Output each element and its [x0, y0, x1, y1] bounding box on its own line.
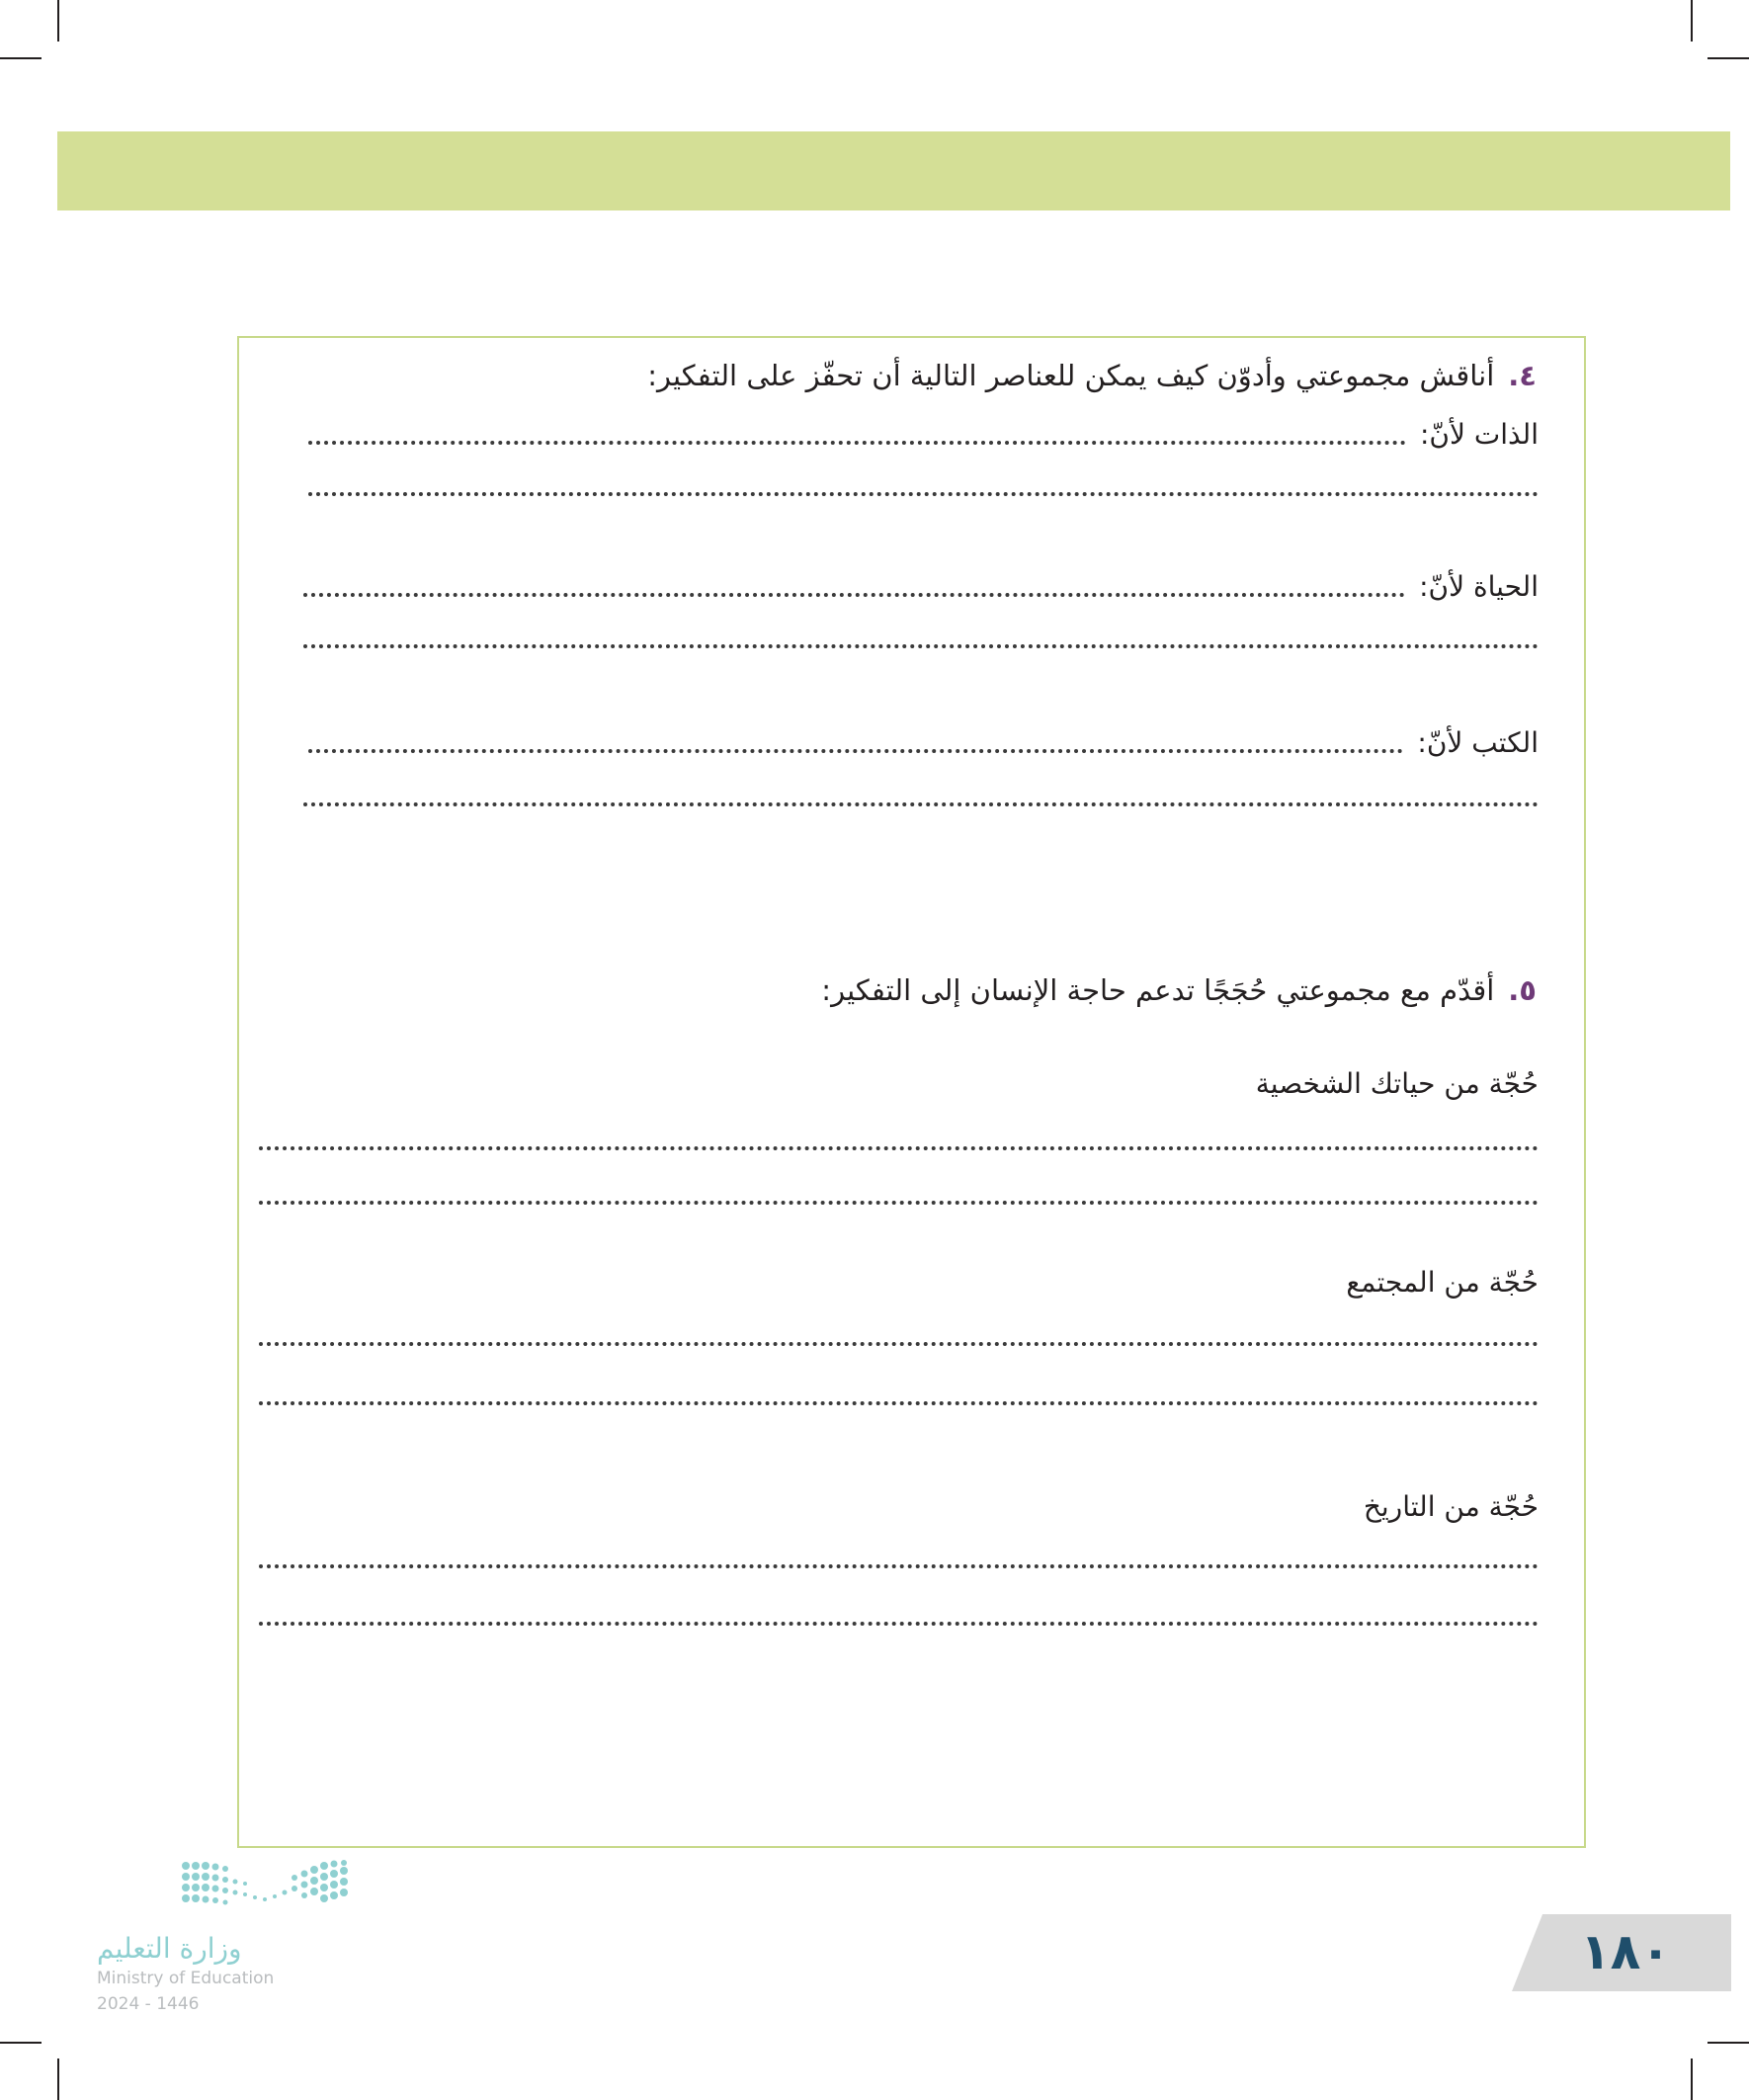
answer-line[interactable] — [259, 1401, 1539, 1405]
crop-mark — [57, 2058, 59, 2100]
answer-row-life[interactable] — [303, 563, 1539, 607]
answer-line[interactable] — [308, 492, 1539, 496]
crop-mark — [0, 2042, 42, 2044]
crop-mark — [1707, 57, 1749, 59]
page-number: ١٨٠ — [1580, 1923, 1671, 1980]
answer-line[interactable] — [303, 644, 1539, 648]
answer-label: الكتب لأنّ: — [1417, 726, 1539, 759]
question-text: أقدّم مع مجموعتي حُجَجًا تدعم حاجة الإنسان إلى التفكير: — [821, 973, 1495, 1007]
ministry-name-arabic: وزارة التعليم — [97, 1932, 242, 1965]
answer-line[interactable] — [308, 749, 1403, 753]
question-text: أناقش مجموعتي وأدوّن كيف يمكن للعناصر التالية أن تحفّز على التفكير: — [647, 359, 1495, 392]
question-number: ٤. — [1508, 359, 1537, 392]
answer-line[interactable] — [259, 1622, 1539, 1626]
answer-line[interactable] — [308, 441, 1406, 445]
ministry-name-english: Ministry of Education — [97, 1969, 275, 1988]
crop-mark — [1691, 0, 1693, 42]
argument-label-personal: حُجّة من حياتك الشخصية — [1255, 1067, 1539, 1100]
question-4 — [647, 356, 1537, 395]
answer-line[interactable] — [259, 1146, 1539, 1150]
answer-label: الذات لأنّ: — [1419, 418, 1539, 451]
answer-line[interactable] — [259, 1201, 1539, 1205]
answer-label: الحياة لأنّ: — [1419, 570, 1539, 603]
answer-line[interactable] — [303, 802, 1539, 806]
crop-mark — [1691, 2058, 1693, 2100]
ministry-logo-icon — [180, 1860, 350, 1915]
answer-line[interactable] — [303, 593, 1405, 597]
answer-row-self[interactable] — [308, 411, 1539, 455]
argument-label-society: حُجّة من المجتمع — [1346, 1266, 1539, 1299]
question-number: ٥. — [1508, 973, 1537, 1007]
crop-mark — [1707, 2042, 1749, 2044]
argument-label-history: حُجّة من التاريخ — [1363, 1490, 1539, 1523]
answer-line[interactable] — [259, 1342, 1539, 1346]
header-band — [57, 131, 1730, 210]
answer-row-books[interactable] — [308, 719, 1539, 763]
crop-mark — [57, 0, 59, 42]
crop-mark — [0, 57, 42, 59]
question-5 — [821, 970, 1537, 1010]
answer-line[interactable] — [259, 1564, 1539, 1568]
edition-year: 2024 - 1446 — [97, 1994, 200, 2014]
